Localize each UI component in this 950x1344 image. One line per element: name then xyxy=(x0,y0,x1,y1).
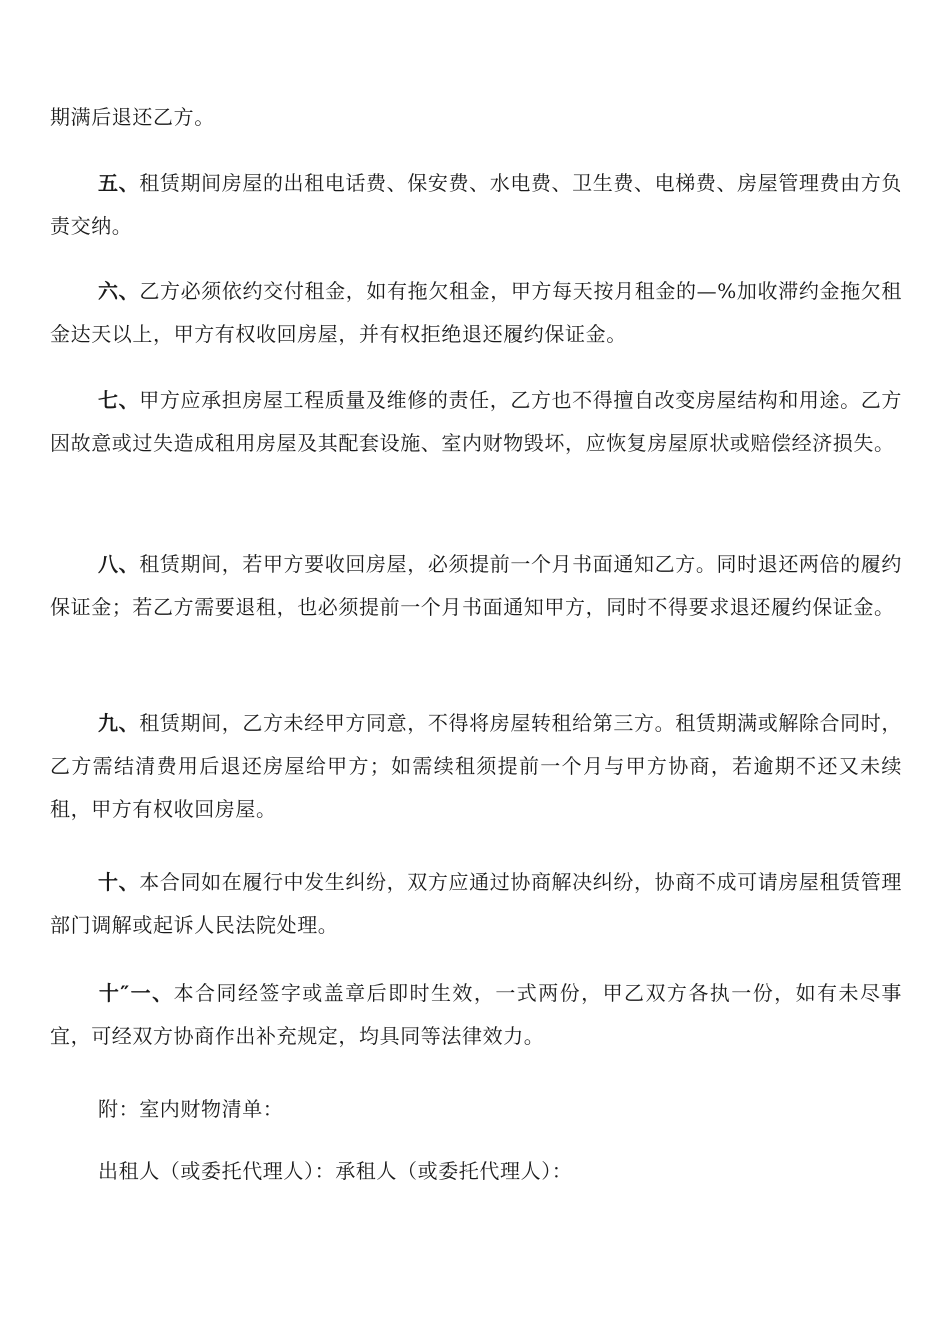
clause-6 xyxy=(50,270,902,356)
clause-9 xyxy=(50,702,902,831)
clause-number: 十″一、 xyxy=(98,981,174,1005)
clause-5 xyxy=(50,162,902,248)
clause-text: 甲方应承担房屋工程质量及维修的责任，乙方也不得擅自改变房屋结构和用途。乙方因故意或过失造成租用房屋及其配套设施、室内财物毁坏，应恢复房屋原状或赔偿经济损失。 xyxy=(50,388,902,455)
clause-text: 乙方必须依约交付租金，如有拖欠租金，甲方每天按月租金的—%加收滞约金拖欠租金达天以上，甲方有权收回房屋，并有权拒绝退还履约保证金。 xyxy=(50,279,902,346)
clause-10 xyxy=(50,861,902,947)
clause-7 xyxy=(50,379,902,465)
clause-text: 本合同如在履行中发生纠纷，双方应通过协商解决纠纷，协商不成可请房屋租赁管理部门调解或起诉人民法院处理。 xyxy=(50,870,902,937)
clause-number: 五、 xyxy=(98,171,140,195)
clause-text: 租赁期间，若甲方要收回房屋，必须提前一个月书面通知乙方。同时退还两倍的履约保证金；若乙方需要退租，也必须提前一个月书面通知甲方，同时不得要求退还履约保证金。 xyxy=(50,552,902,619)
clause-number: 六、 xyxy=(98,279,140,303)
clause-text: 租赁期间房屋的出租电话费、保安费、水电费、卫生费、电梯费、房屋管理费由方负责交纳。 xyxy=(50,171,902,238)
clause-8 xyxy=(50,543,902,629)
clause-text: 期满后退还乙方。 xyxy=(50,105,215,129)
attachment-line: 附：室内财物清单： xyxy=(98,1097,284,1121)
clause-text: 租赁期间，乙方未经甲方同意，不得将房屋转租给第三方。租赁期满或解除合同时，乙方需结清费用后退还房屋给甲方；如需续租须提前一个月与甲方协商，若逾期不还又未续租，甲方有权收回房屋。 xyxy=(50,711,902,821)
clause-number: 十、 xyxy=(98,870,140,894)
signature-line: 出租人（或委托代理人）：承租人（或委托代理人）： xyxy=(98,1159,573,1183)
clause-continuation xyxy=(50,96,902,139)
clause-11 xyxy=(50,972,902,1058)
clause-number: 八、 xyxy=(98,552,140,576)
clause-text: 本合同经签字或盖章后即时生效，一式两份，甲乙双方各执一份，如有未尽事宜，可经双方协商作出补充规定，均具同等法律效力。 xyxy=(50,981,902,1048)
clause-number: 七、 xyxy=(98,388,140,412)
clause-number: 九、 xyxy=(98,711,140,735)
